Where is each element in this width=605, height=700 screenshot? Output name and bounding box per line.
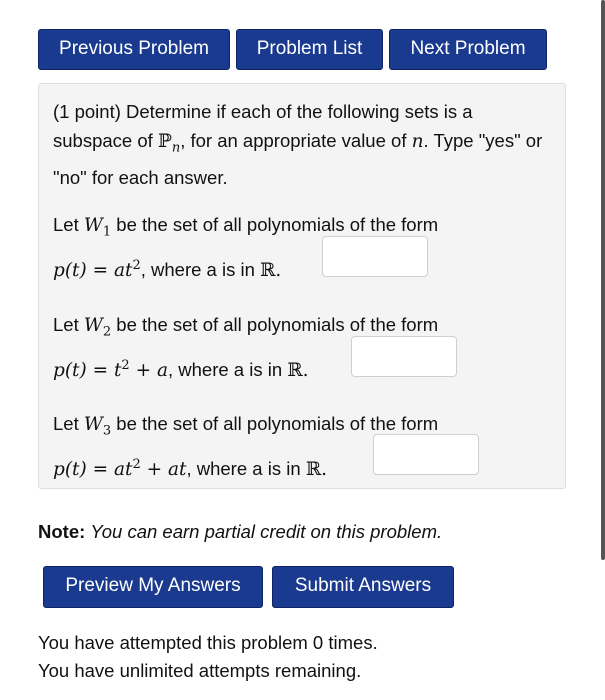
note-text: You can earn partial credit on this problem.	[90, 521, 443, 542]
part-3-tail: , where a is in	[186, 457, 301, 479]
next-problem-button[interactable]: Next Problem	[389, 29, 547, 70]
part-1-tail: , where a is in	[140, 258, 255, 280]
part-3-text: be the set of all polynomials of the form	[116, 413, 439, 434]
intro-text: Determine if each of the following sets is a subspace of	[53, 101, 473, 151]
part-3-lead: Let	[53, 413, 79, 434]
n-symbol: n	[411, 131, 424, 152]
reals-symbol: ℝ.	[287, 359, 309, 381]
part-1	[53, 208, 553, 287]
note-label: Note:	[38, 521, 86, 542]
attempt-status	[38, 629, 378, 685]
previous-problem-button[interactable]: Previous Problem	[38, 29, 230, 70]
part-2-set: $W_2$	[83, 315, 112, 340]
reals-symbol: ℝ.	[260, 259, 282, 281]
part-1-formula: $p(t) = at^2$	[53, 257, 141, 281]
pn-symbol: ℙ$_n$	[157, 131, 181, 156]
points-label: (1 point)	[53, 101, 121, 122]
part-3-set: $W_3$	[83, 414, 112, 439]
note	[38, 519, 442, 545]
answer-3-input[interactable]	[373, 434, 479, 475]
part-1-set: $W_1$	[83, 215, 112, 240]
part-3-formula: $p(t) = at^2$ + at	[53, 456, 187, 480]
intro-text-c: . Type "yes" or "no" for each answer.	[53, 130, 543, 188]
part-2-lead: Let	[53, 314, 79, 335]
problem-intro	[53, 97, 553, 192]
part-1-lead: Let	[53, 214, 79, 235]
part-2-formula: $p(t) = t^2 + a$	[53, 357, 168, 381]
preview-answers-button[interactable]: Preview My Answers	[43, 566, 263, 608]
scrollbar[interactable]	[601, 0, 605, 560]
submit-answers-button[interactable]: Submit Answers	[272, 566, 454, 608]
part-2-tail: , where a is in	[168, 358, 283, 380]
problem-box	[38, 83, 566, 489]
remaining-text: You have unlimited attempts remaining.	[38, 660, 362, 681]
reals-symbol: ℝ.	[305, 458, 328, 480]
part-2	[53, 308, 553, 387]
attempted-text: You have attempted this problem 0 times.	[38, 632, 378, 653]
part-1-text: be the set of all polynomials of the form	[116, 214, 439, 235]
problem-list-button[interactable]: Problem List	[236, 29, 383, 70]
intro-text-b: , for an appropriate value of	[180, 130, 407, 151]
part-2-text: be the set of all polynomials of the form	[116, 314, 439, 335]
answer-1-input[interactable]	[322, 236, 428, 277]
answer-2-input[interactable]	[351, 336, 457, 377]
